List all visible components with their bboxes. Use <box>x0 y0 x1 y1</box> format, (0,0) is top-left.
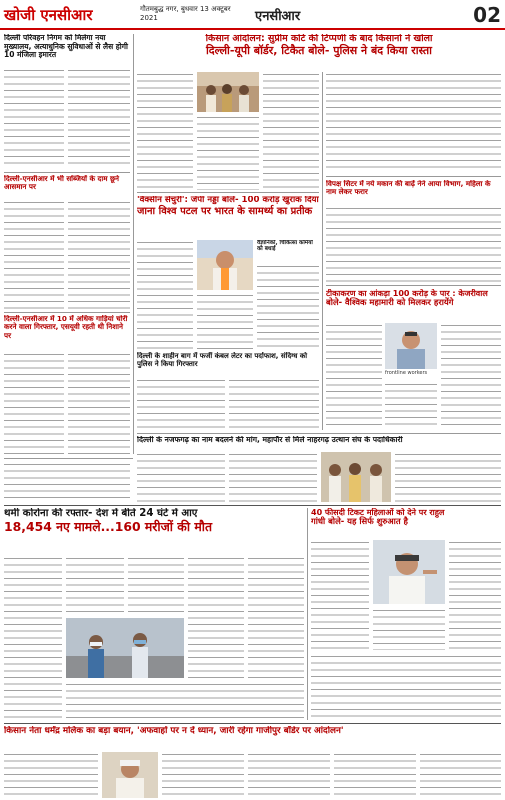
women-body-a <box>311 540 369 650</box>
fake-letter-body-b <box>229 378 319 430</box>
left-story-3-body-c <box>4 462 130 502</box>
vaccine-story-headline-box <box>137 196 319 236</box>
lead-story-body-a <box>137 72 193 190</box>
lead-story-photo <box>197 72 259 112</box>
bottom-story-body-d <box>334 752 416 798</box>
kejriwal-body-b <box>385 382 437 430</box>
masthead <box>0 0 505 30</box>
date-line: गौतमबुद्ध नगर, बुधवार 13 अक्टूबर 2021 <box>140 5 231 22</box>
left-story-1-body-a <box>4 68 64 168</box>
corona-photo <box>66 618 184 678</box>
left-story-3-body-b <box>68 352 130 454</box>
sidebar-story-headline-box <box>326 180 501 204</box>
corona-body-c <box>128 556 184 614</box>
lead-story-headline-line2: दिल्ली-यूपी बॉर्डर, टिकैत बोले- पुलिस ने बंद किया रास्ता <box>205 43 433 57</box>
divider <box>326 176 501 177</box>
kejriwal-photo-caption: frontline workers <box>385 370 428 376</box>
vaccine-story-body-c <box>257 264 319 350</box>
kejriwal-headline-box <box>326 289 501 321</box>
left-story-2-body-a <box>4 200 64 310</box>
lead-story-headline-box <box>137 34 501 68</box>
sidebar-story-body <box>326 206 501 282</box>
lead-story-body-d <box>326 72 501 172</box>
najafgarh-headline-box <box>137 436 501 450</box>
bottom-story-body-a <box>4 752 98 798</box>
fake-letter-headline-box <box>137 352 319 376</box>
women-body-b <box>373 608 445 650</box>
vaccine-story-body-a <box>137 240 193 350</box>
bottom-story-headline: किसान नेता धर्मेंद्र मलिक का बड़ा बयान, 'अफवाहों पर न दें ध्यान, जारी रहेगा गाजीपुर बॉर्डर पर आंदोलन' <box>4 726 344 736</box>
column-rule <box>307 508 308 720</box>
vaccine-story-photo <box>197 240 253 290</box>
column-rule <box>133 34 134 454</box>
divider <box>137 433 501 434</box>
lead-story-headline-line1: किसान आंदोलन: सुप्रीम कोर्ट की टिप्पणी के बाद किसानों ने खोला <box>205 34 433 44</box>
left-story-3-body-a <box>4 352 64 454</box>
divider <box>326 285 501 286</box>
corona-body-f <box>66 682 304 720</box>
kejriwal-headline-line2: बोले- वैश्विक महामारी को मिलकर हरायेंगे <box>326 297 454 308</box>
women-headline-line1: 40 फीसदी टिकट महिलाओं को देने पर राहुल <box>311 508 445 517</box>
women-body-c <box>449 540 501 650</box>
divider <box>137 192 319 193</box>
vaccine-story-headline-line1: 'वैक्सीन सेंचुरी': जेपी नड्डा बोले- 100 करोड़ खुराक दिया <box>137 196 319 205</box>
divider <box>4 172 130 173</box>
corona-body-e <box>248 556 304 678</box>
left-story-1-body-b <box>68 68 130 168</box>
kejriwal-photo <box>385 323 437 369</box>
lead-story-body-b <box>197 115 259 190</box>
najafgarh-body-c <box>395 452 501 502</box>
vaccine-story-body-b <box>197 293 253 350</box>
kejriwal-photo-caption-box <box>385 370 437 380</box>
kejriwal-headline-line1: टीकाकरण का आंकड़ा 100 करोड़ के पार : केजरीवाल <box>326 289 488 298</box>
fake-letter-body-a <box>137 378 225 430</box>
corona-headline-box <box>4 508 304 552</box>
page-number: 02 <box>473 3 501 27</box>
bottom-story-body-b <box>162 752 244 798</box>
najafgarh-photo <box>321 452 391 502</box>
kejriwal-body-c <box>441 323 501 430</box>
fake-letter-headline: दिल्ली के शाहीन बाग में फर्जी कंबल लेटर का पर्दाफाश, संदिग्ध को पुलिस ने किया गिरफ्तार <box>137 352 308 369</box>
section-name: एनसीआर <box>255 9 301 24</box>
divider <box>4 312 130 313</box>
left-story-1-headline: दिल्ली परिवहन निगम को मिलेगा नया मुख्यालय, अत्याधुनिक सुविधाओं से लैस होगी 10 मंजिला इमारत <box>4 34 128 60</box>
corona-body-a <box>4 556 62 720</box>
corona-body-b <box>66 556 124 614</box>
vaccine-sub-box <box>257 240 319 262</box>
bottom-story-body-c <box>248 752 330 798</box>
najafgarh-body-b <box>229 452 317 502</box>
left-story-3-headline-box <box>4 315 130 349</box>
women-photo <box>373 540 445 604</box>
corona-headline-line2: 18,454 नए मामले...160 मरीजों की मौत <box>4 518 213 534</box>
divider <box>4 458 133 459</box>
corona-body-d <box>188 556 244 678</box>
column-rule <box>322 72 323 430</box>
bottom-story-body-e <box>420 752 501 798</box>
bottom-story-photo <box>102 752 158 798</box>
divider <box>4 505 501 506</box>
women-body-d <box>311 654 501 720</box>
corona-headline-line1: थमी कोरोना की रफ्तार- देश में बीते 24 घंटे में आए <box>4 508 198 519</box>
bottom-story-headline-box <box>4 726 501 750</box>
left-story-2-headline-box <box>4 175 130 197</box>
vaccine-story-headline-line2: जाना विश्व पटल पर भारत के सामर्थ्य का प्रतीक <box>137 205 313 217</box>
newspaper-logo: खोजी एनसीआर <box>4 6 93 24</box>
lead-story-body-c <box>263 72 319 190</box>
kejriwal-body-a <box>326 323 382 430</box>
women-headline-line2: गांधी बोले- यह सिर्फ शुरुआत है <box>311 516 408 527</box>
left-story-2-headline: दिल्ली-एनसीआर में भी सब्जियों के दाम छूने आसमान पर <box>4 175 120 192</box>
left-story-1-headline-box <box>4 34 130 64</box>
najafgarh-headline: दिल्ली के नजफगढ़ का नाम बदलने की मांग, महापौर से मिले नाहरगढ़ उत्थान संघ के पदाधिकारी <box>137 436 403 444</box>
left-story-2-body-b <box>68 200 130 310</box>
najafgarh-body-a <box>137 452 225 502</box>
women-headline-box <box>311 508 501 536</box>
left-story-3-headline: दिल्ली-एनसीआर में 10 में अधिक गाड़ियां चोरी करने वाला गिरफ्तार, एसयूवी रहती थी निशाने पर <box>4 315 128 340</box>
divider <box>4 723 501 724</box>
sidebar-story-headline: विपक्ष सिटर में नये मकान की बाढ़ें नेने आया विभाग, महिला के नाम लेकर फरार <box>326 180 491 197</box>
vaccine-subhead: वैज्ञानिकों, चिकित्सा कर्मियों को बधाई <box>257 240 313 253</box>
